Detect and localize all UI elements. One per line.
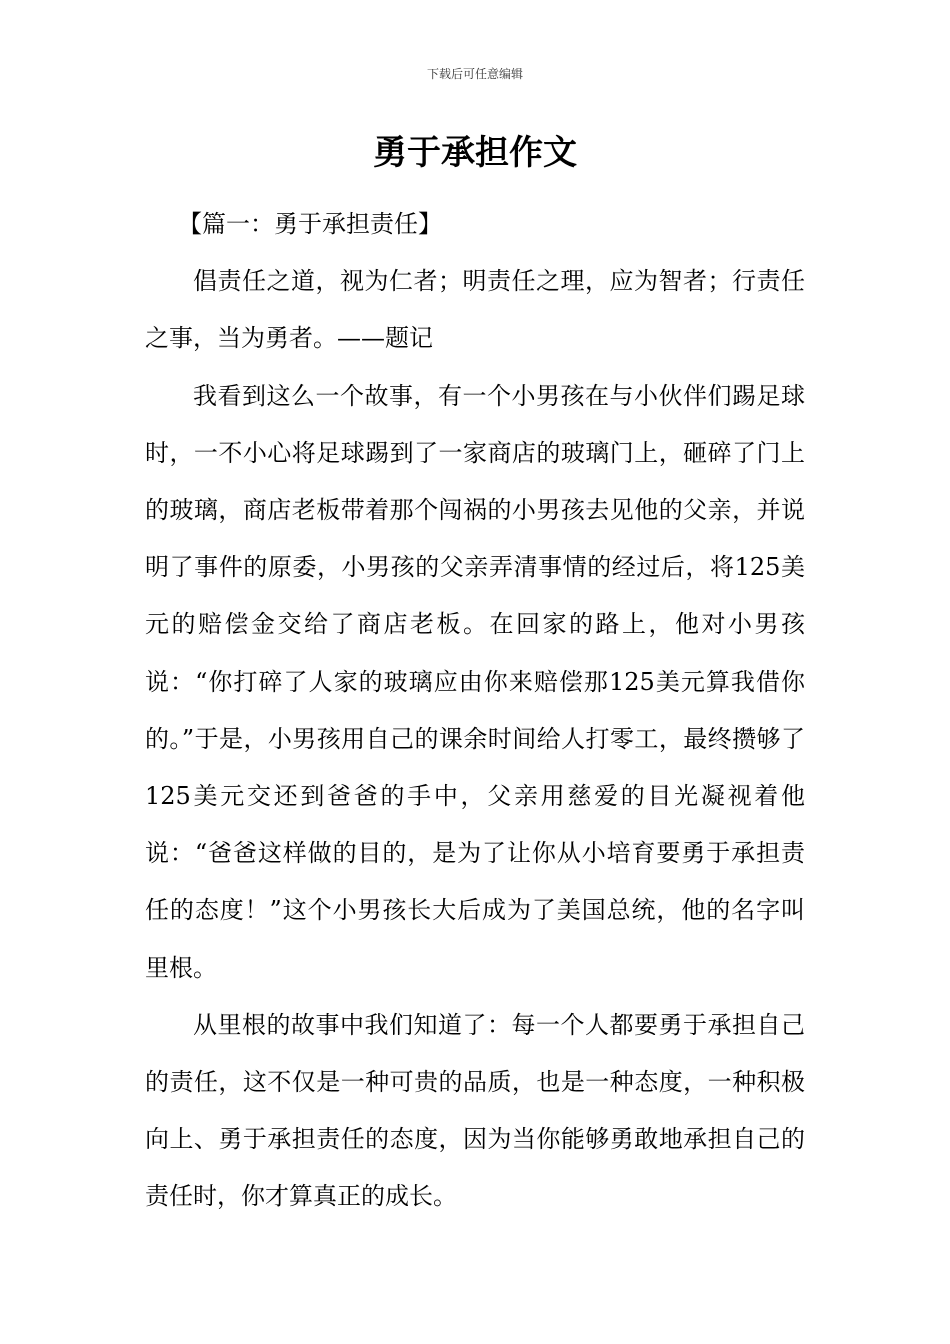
paragraph-conclusion: 从里根的故事中我们知道了：每一个人都要勇于承担自己的责任，这不仅是一种可贵的品质，也是一种态度，一种积极向上、勇于承担责任的态度，因为当你能够勇敢地承担自己的责任时，你才算真正的成长。 xyxy=(145,1010,805,1211)
header-note: 下载后可任意编辑 xyxy=(426,67,523,81)
paragraph-epigraph: 倡责任之道，视为仁者；明责任之理，应为智者；行责任之事，当为勇者。——题记 xyxy=(145,267,805,353)
document-title: 勇于承担作文 xyxy=(373,133,577,173)
paragraph-story: 我看到这么一个故事，有一个小男孩在与小伙伴们踢足球时，一不小心将足球踢到了一家商店的玻璃门上，砸碎了门上的玻璃，商店老板带着那个闯祸的小男孩去见他的父亲，并说明了事件的原委，小男孩的父亲弄清事情的经过后，将125美元的赔偿金交给了商店老板。在回家的路上，他对小男孩说：“你打碎了人家的玻璃应由你来赔偿那125美元算我借你的。”于是，小男孩用自己的课余时间给人打零工，最终攒够了125美元交还到爸爸的手中，父亲用慈爱的目光凝视着他说：“爸爸这样做的目的，是为了让你从小培育要勇于承担责任的态度！”这个小男孩长大后成为了美国总统，他的名字叫里根。 xyxy=(145,381,805,982)
section-heading: 【篇一：勇于承担责任】 xyxy=(178,210,442,238)
document-body xyxy=(145,196,805,1226)
